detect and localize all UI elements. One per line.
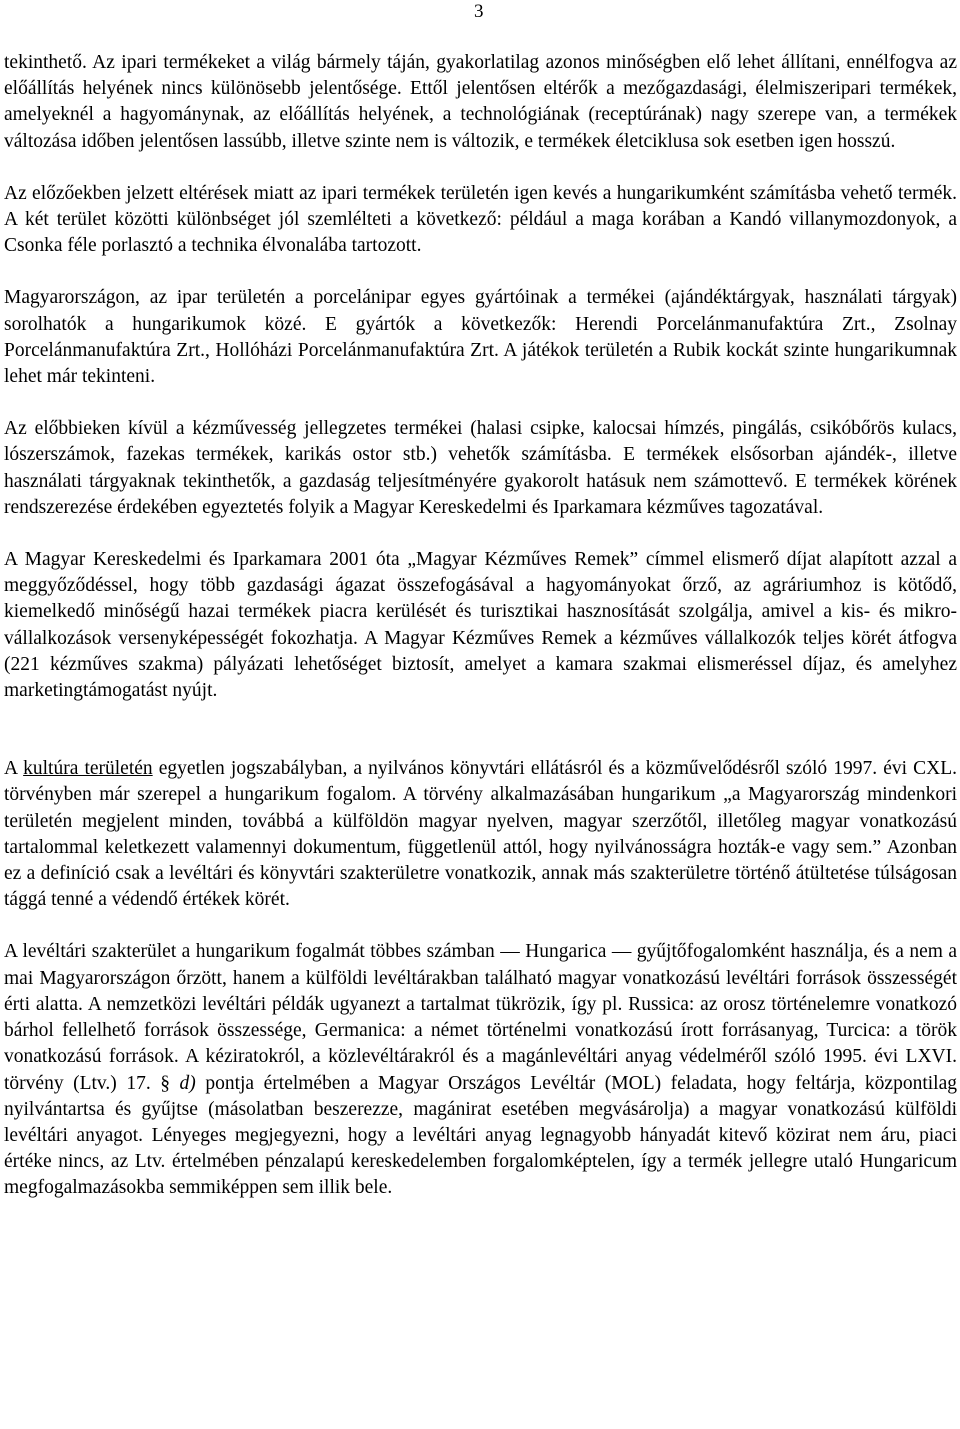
paragraph-industrial-products: tekinthető. Az ipari termékeket a világ bármely táján, gyakorlatilag azonos minőségben elő lehet állítani, ennélfogva az előállítás helyének nincs különösebb jelentősége. Ettől jelentősen eltérők a mezőgazdasági, élelmiszeripari termékek, amelyeknél a hagyománynak, az előállítás helyének, a technológiának (receptúrának) nagy szerepe van, a termékek változása időben jelentősen lassúbb, illetve szinte nem is változik, e termékek életciklusa sok esetben igen hosszú. xyxy=(4,52,957,152)
archives-continuation-text: pontja értelmében a Magyar Országos Levéltár (MOL) feladata, hogy feltárja, központilag nyilvántartsa és gyűjtse (másolatban beszerezze, magánirat esetében megvásárolja) a magyar vonatkozású külföldi levéltári anyagot. Lényeges megjegyezni, hogy a levéltári anyag legnagyobb hányadát kitevő közirat nem áru, piaci értéke nincs, az Ltv. értelmében pénzalapú kereskedelemben forgalomképtelen, így a termék jellegre utaló Hungaricum megfogalmazásokba semmiképpen sem illik bele. xyxy=(4,1072,957,1199)
paragraph-chamber-award: A Magyar Kereskedelmi és Iparkamara 2001 óta „Magyar Kézműves Remek” címmel elismerő díjat alapított azzal a meggyőződéssel, hogy több gazdasági ágazat összefogásával a hagyományokat őrző, az agráriumhoz is kötődő, kiemelkedő minőségű hazai termékek piacra kerülését és turisztikai hasznosítását szolgálja, amivel a kis- és mikro-vállalkozások versenyképességét fokozhatja. A Magyar Kézműves Remek a kézműves vállalkozók teljes körét átfogva (221 kézműves szakma) pályázati lehetőséget biztosít, amelyet a kamara szakmai elismeréssel díjaz, és amelyhez marketingtámogatást nyújt. xyxy=(4,549,957,702)
paragraph-archives xyxy=(4,939,957,1201)
culture-intro-text: A xyxy=(4,758,24,780)
culture-body-text: egyetlen jogszabályban, a nyilvános könyvtári ellátásról és a közművelődésről szóló 1997. évi CXL. törvényben már szerepel a hungarikum fogalom. A törvény alkalmazásában hungarikum „a Magyarország mindenkori területén megjelent minden, továbbá a külföldön magyar nyelven, magyar szerzőtől, illetőleg magyar vonatkozású tartalommal keletkezett valamennyi dokumentum, függetlenül attól, hogy nyilvánosságra hozták-e vagy sem.” Azonban ez a definíció csak a levéltári és könyvtári szakterületre vonatkozik, annak más szakterületre történő átültetése túlságosan tággá tenné a védendő értékek körét. xyxy=(4,758,957,911)
paragraph-spacer xyxy=(4,259,957,285)
document-body xyxy=(4,50,957,1202)
paragraph-spacer xyxy=(4,913,957,939)
page-number: 3 xyxy=(474,1,484,22)
paragraph-spacer xyxy=(4,521,957,547)
paragraph-spacer xyxy=(4,390,957,416)
paragraph-culture-law xyxy=(4,756,957,913)
paragraph-spacer xyxy=(4,704,957,756)
paragraph-handicrafts: Az előbbieken kívül a kézművesség jellegzetes termékei (halasi csipke, kalocsai hímzés, pingálás, csikóbőrös kulacs, lószerszámok, fazekas termékek, karikás ostor stb.) vehetők számításba. E termékek elsősorban ajándék-, illetve használati tárgyaknak tekinthetők, a gazdaság teljesítményére gyakorolt hatásuk nem számottevő. E termékek körének rendszerezése érdekében egyeztetés folyik a Magyar Kereskedelmi és Iparkamara kézműves tagozatával. xyxy=(4,418,957,518)
italic-point-reference: d) xyxy=(179,1072,196,1094)
archives-body-text: A levéltári szakterület a hungarikum fogalmát többes számban — Hungarica — gyűjtőfogalomként használja, és a nem a mai Magyarországon őrzött, hanem a külföldi levéltárakban található magyar vonatkozású levéltári források összességét érti alatta. A nemzetközi levéltári példák ugyanezt a tartalmat tükrözik, így pl. Russica: az orosz történelemre vonatkozó bárhol fellelhető források összessége, Germanica: a német történelmi vonatkozású írott forrásanyag, Turcica: a török vonatkozású források. A kéziratokról, a közlevéltárakról és a magánlevéltári anyag védelméről szóló 1995. évi LXVI. törvény (Ltv.) 17. § xyxy=(4,941,957,1094)
paragraph-porcelain-industry: Magyarországon, az ipar területén a porcelánipar egyes gyártóinak a termékei (ajándéktárgyak, használati tárgyak) sorolhatók a hungarikumok közé. E gyártók a következők: Herendi Porcelánmanufaktúra Zrt., Zsolnay Porcelánmanufaktúra Zrt., Hollóházi Porcelánmanufaktúra Zrt. A játékok területén a Rubik kockát szinte hungarikumnak lehet már tekinteni. xyxy=(4,287,957,388)
paragraph-spacer xyxy=(4,155,957,181)
paragraph-industrial-differences: Az előzőekben jelzett eltérések miatt az ipari termékek területén igen kevés a hungarikumként számításba vehető termék. A két terület közötti különbséget jól szemlélteti a következő: például a maga korában a Kandó villanymozdonyok, a Csonka féle porlasztó a technika élvonalába tartozott. xyxy=(4,182,957,257)
underlined-culture-term: kultúra területén xyxy=(23,758,153,780)
